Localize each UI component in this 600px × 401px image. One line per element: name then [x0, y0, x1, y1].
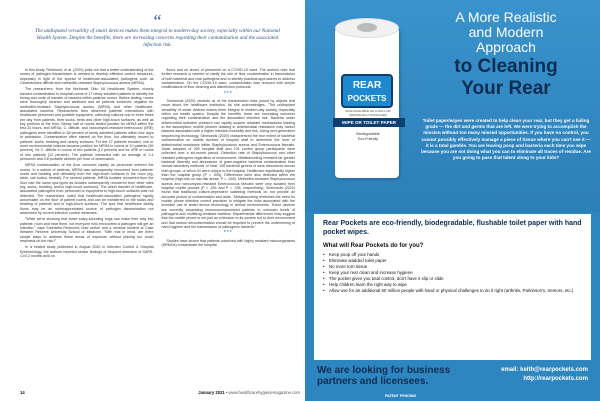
paragraph: floors and on shoes of personnel on a COVID-19 ward. The authors note that further research is needed to clarify the role of floor contamination in transmission of both bacterial and viral pathogens and to identify practical approaches to address contamination. On the COVID-19 ward, contamination was reduced with simple modifications of floor cleaning and disinfection protocols. — [161, 68, 295, 90]
paragraph: Simmonds (2020) reminds us of the transmission risks posed by objects that move about the healthcare institution. As she acknowledges, "The undisputed versatility of smart devices makes them integral to modern-day society, especially within our health system. Despite the benefits, there are increasing concerns regarding their contamination and the associated infection risk. Bacteria under antimicrobial selective pressure can rapidly acquire resistant mechanisms leading to the assumption; mobile phones drawing in antimicrobial resistance may harbor bacteria associated with a higher infection morbidity and risk. Using next-generation sequencing technology, Simmonds (2020) characterized the true extent of bacterial contamination on mobile devices of hospital staff to determine the level of antimicrobial resistance within Staphylococcus aureus and Enterococcus faecalis. Swab samples of 250 hospital staff and 101 control group participants were collected over a six-month period. Detection rate of Staphylococcus and other resistant pathogens regardless of environment. Metabarcoding revealed far greater bacterial diversity and abundance of gram-negative bacterial contamination than clinical laboratory methods. In total, 108 bacterial genera of were discovered across both groups, of which 34 were unique to the hospital. Healthcare significantly higher than the hospital group (P = .005). Differences were also detected within the hospital (high-risk vs low-risk areas; P = .049). Methicillin-resistant Staphylococcus aureus and vancomycin-resistant Enterococcus faecalis were only isolated from hospital mobile phones (P < .001 and P = .036, respectively). Simmonds (2020) found that traditional culture-dependent swabbing methods do not provide an accurate picture of contamination and adds, "Metabarcoding reinforces the need for mobile phone infection control practices to mitigate the risks associated with the increase use of smart device technology in clinical environments. These devices are currently separating immunocompromised patients to unknown levels of pathogens and multidrug-resistant bacteria. Departmental differences may suggest that the mobile phone is not just an extension to its owners but to their environment and that routine decontamination should be required to prevent the undermining of hand hygiene and the transmission of pathogenic bacteria." — [161, 99, 295, 230]
benefit-list — [323, 252, 582, 294]
ad-info-box — [314, 214, 591, 360]
list-item: • No more torn tissue — [323, 264, 582, 270]
box-lead: Rear Pockets are eco-friendly, biodegradable, flushable toilet paper with hand pocket wipes. — [323, 220, 582, 236]
partners-text: We are looking for business partners and licensees. — [317, 365, 451, 387]
footer-issue: January 2021 • www.healthcarehygienemagazine.com — [198, 390, 300, 395]
availability-text: NOW AVAILABLE ON A ROLL OR INDIVIDUALLY PACKAGED — [345, 109, 391, 117]
contact-email[interactable]: email: keith@rearpockets.com — [501, 367, 588, 373]
section-divider: *** — [223, 90, 233, 97]
paragraph: MRSA contamination of the floor occurred rapidly as personnel entered the rooms. In a subset of patients, MRSA was subsequently recovered from patients' socks and bedding and ultimately from the high-touch surfaces in the room (eg, table, call button, bedrail). For several patients, MRSA isolates recovered from the floor had the same spa types as isolates subsequently recovered from other sites (eg, socks, bedding, and/or high-touch surfaces). The direct transfer of healthcare-associated pathogens from personnel or equipment to high-touch surfaces was not detected. The researchers noted that healthcare-associated pathogens rapidly accumulate on the floor of patient rooms and can be transferred to the socks and bedding of patients and to high-touch surfaces. The spot that healthcare facility floors may be an underappreciated source of pathogen dissemination not addressed by current infection control measures. — [20, 163, 154, 215]
list-item: • Eliminate wadded toilet paper — [323, 258, 582, 264]
wipe-badge: WIPE OR TOILET PAPER — [333, 118, 405, 127]
paragraph: In a related study published in August 2020 in Infection Control & Hospital Epidemiology, the authors reported similar findings of frequent detection of SARS-CoV-2 nucleic acid on — [20, 245, 154, 259]
paragraph: Studies have shown that patients colonized with highly resistant microorganisms (HRMOs) contaminate the hospital — [161, 238, 295, 248]
pull-quote: The undisputed versatility of smart devices makes them integral to modern-day society, especially within our National Health System. Despite the benefits, there are increasing concerns regarding their contamination and the associated infection risk. — [35, 28, 280, 48]
paragraph: "While we're showing that these scary-sounding bugs can make their way into patients' room and near them, not everyone who encounters a pathogen will get an infection," says Sreelatha Redmond, lead author and a medical student at Case Western Reserve University School of Medicine. "With that in mind, are there simple ways to address these areas of exposure without placing too much emphasis on the risk?" — [20, 217, 154, 244]
advertisement — [305, 0, 600, 401]
paragraph: In this study, Redmond, et al. (2020) point out that a better understanding of the routes of pathogen transmission is needed to develop effective control measures, especially in light of the spread of healthcare-associated pathogens such as Clostridioides difficile and methicillin-resistant Staphylococcus aureus (MRSA). — [20, 68, 154, 86]
contact-website[interactable]: http://rearpockets.com — [523, 376, 588, 382]
toilet-roll-illustration — [327, 14, 407, 184]
list-item: • Keep your rear clean and increase hygiene — [323, 270, 582, 276]
ad-description: Toilet paper/wipes were created to help clean your rear, but they get a failing grade — the dirt and germs that are left. We were trying to accomplish the mission without too many missed opportunities. If you have no control, you cannot possibly effectively manage a piece of tissue where you can't see it — it is a total gamble. You are leaving poop and bacteria each time you wipe because you are not doing what you can to eliminate all traces of residue. Are you going to pass that talent along to your kids? — [421, 118, 591, 161]
roll-hole — [357, 23, 377, 32]
list-item: • The pocket gives you total control, don't have it slip or slide — [323, 276, 582, 282]
page-footer — [20, 390, 300, 395]
roll-caption: Biodegradable Eco-Friendly — [356, 132, 380, 141]
quote-mark-icon: “ — [153, 11, 162, 31]
ad-hero — [305, 0, 600, 212]
list-item: • Allow use for an additional 50 million people with hand or physical challenges to do it right (arthritis, Parkinson's, tremors, etc.) — [323, 288, 582, 294]
contact-info — [501, 366, 588, 384]
page-number: 14 — [20, 390, 25, 395]
article-columns — [20, 68, 295, 260]
ad-headline: A More Realistic and Modern Approach to Cleaning Your Rear — [454, 9, 558, 99]
patent-text: PATENT PENDING — [385, 394, 417, 398]
list-item: • Help children learn the right way to wipe — [323, 282, 582, 288]
paragraph: The researchers, from the Northeast Ohio VA Healthcare System, closely tracked contamination in hospital rooms of 17 newly admitted patients to identify the timing and route of transfer of bacteria within patients' rooms. Before testing, rooms were thoroughly cleaned and sanitized and all patients screened negative for methicillin-resistant Staphylococcus aureus (MRSA) and other healthcare-associated bacteria. Researchers then observed patients' interactions with healthcare personnel and portable equipment, collecting cultures one to three times per day from patients, their socks, beds and other high-touch surfaces, as well as key portions of the floor. Nearly half of rooms tested positive for MRSA within the first 24 hours, and MRSA, C. difficile, and vancomycin-resistant enterococci (VRE) pathogens were identified in 58 percent of newly admitted patients within four days of admission. Contamination often started on the floor, but ultimately moved to patients' socks, bedding and nearby surfaces. For the 17 patients enrolled, one or more environmental cultures became positive for MRSA in rooms of 10 patients (59 percent), for C. difficile in rooms of two patients (12 percent) and for VRE in rooms of two patients (12 percent). The patients interacted with an average of 2.4 personnel and 0.8 portable devices per hour of observation. — [20, 87, 154, 161]
rear-pockets-logo: REAR POCKETS — [341, 74, 393, 108]
section-divider: *** — [223, 230, 233, 237]
article-column-2 — [162, 68, 296, 260]
ad-footer — [305, 362, 600, 401]
list-item: • Keep poop off your hands — [323, 252, 582, 258]
box-question: What will Rear Pockets do for you? — [323, 243, 424, 249]
article-column-1 — [20, 68, 154, 260]
